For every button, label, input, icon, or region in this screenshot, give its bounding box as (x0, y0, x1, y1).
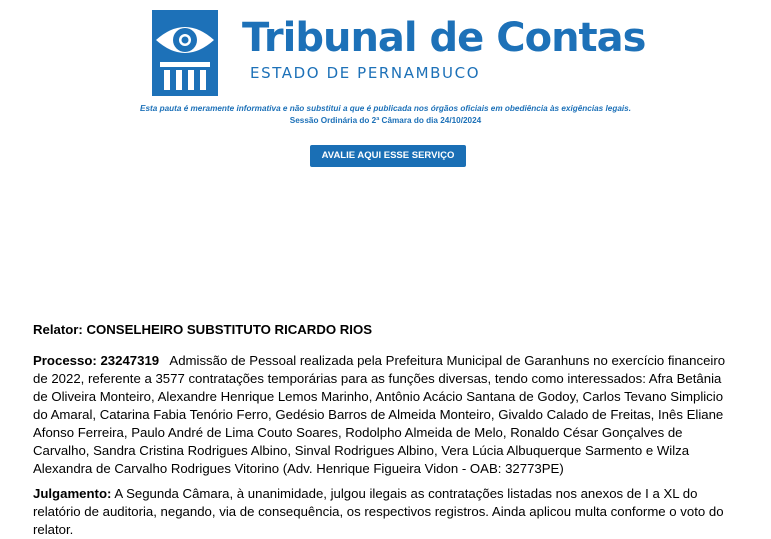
relator-line (33, 321, 745, 339)
processo-label: Processo: (33, 353, 97, 368)
julgamento-text-line: A Segunda Câmara, à unanimidade, julgou ilegais as contratações listadas nos anexos de I a XL do (114, 486, 698, 501)
eye-emblem-icon (152, 10, 218, 96)
logo-subtitle: ESTADO DE PERNAMBUCO (250, 64, 481, 82)
processo-block (33, 352, 745, 478)
logo-title: Tribunal de Contas (242, 15, 646, 61)
relator-name: CONSELHEIRO SUBSTITUTO RICARDO RIOS (86, 322, 373, 337)
processo-text-line: Admissão de Pessoal realizada pela Prefeitura Municipal de Garanhuns no exercício financeiro (169, 353, 726, 368)
relator-label: Relator: (33, 322, 83, 337)
processo-number: 23247319 (100, 353, 160, 368)
processo-text-line: de 2022, referente a 3577 contratações temporárias para as funções diversas, tendo como interessados: Afra Betânia (33, 371, 722, 386)
processo-text-line: Alexandra de Carvalho Rodrigues Vitorino (Adv. Henrique Figueira Vidon - OAB: 32773PE) (33, 461, 564, 476)
julgamento-label: Julgamento: (33, 486, 112, 501)
julgamento-text-line: relatório de auditoria, negando, via de consequência, os respectivos registros. Ainda aplicou multa conforme o voto do (33, 504, 724, 519)
tce-logo (152, 10, 646, 96)
processo-text-line: do Amaral, Catarina Fabia Tenório Ferro, Gedésio Barros de Almeida Monteiro, Givaldo Calado de Freitas, Inês Eliane (33, 407, 724, 422)
processo-text-line: Afonso Ferreira, Paulo André de Lima Couto Soares, Rodolpho Almeida de Melo, Ronaldo César Gonçalves de (33, 425, 683, 440)
disclaimer-text: Esta pauta é meramente informativa e não substitui a que é publicada nos órgãos oficiais em obediência às exigências legais. (140, 104, 631, 113)
processo-text-line: Carvalho, Sandra Cristina Rodrigues Albino, Sinval Rodrigues Albino, Vera Lúcia Albuquerque Sarmento e Wilza (33, 443, 690, 458)
julgamento-text-line: relator. (33, 522, 74, 537)
evaluate-service-button[interactable]: AVALIE AQUI ESSE SERVIÇO (310, 145, 466, 167)
processo-text-line: de Oliveira Monteiro, Alexandre Henrique Lemos Marinho, Antônio Acácio Santana de Godoy, Carlos Tevano Simplicio (33, 389, 724, 404)
session-text: Sessão Ordinária do 2ª Câmara do dia 24/10/2024 (289, 116, 482, 125)
julgamento-block (33, 485, 745, 539)
